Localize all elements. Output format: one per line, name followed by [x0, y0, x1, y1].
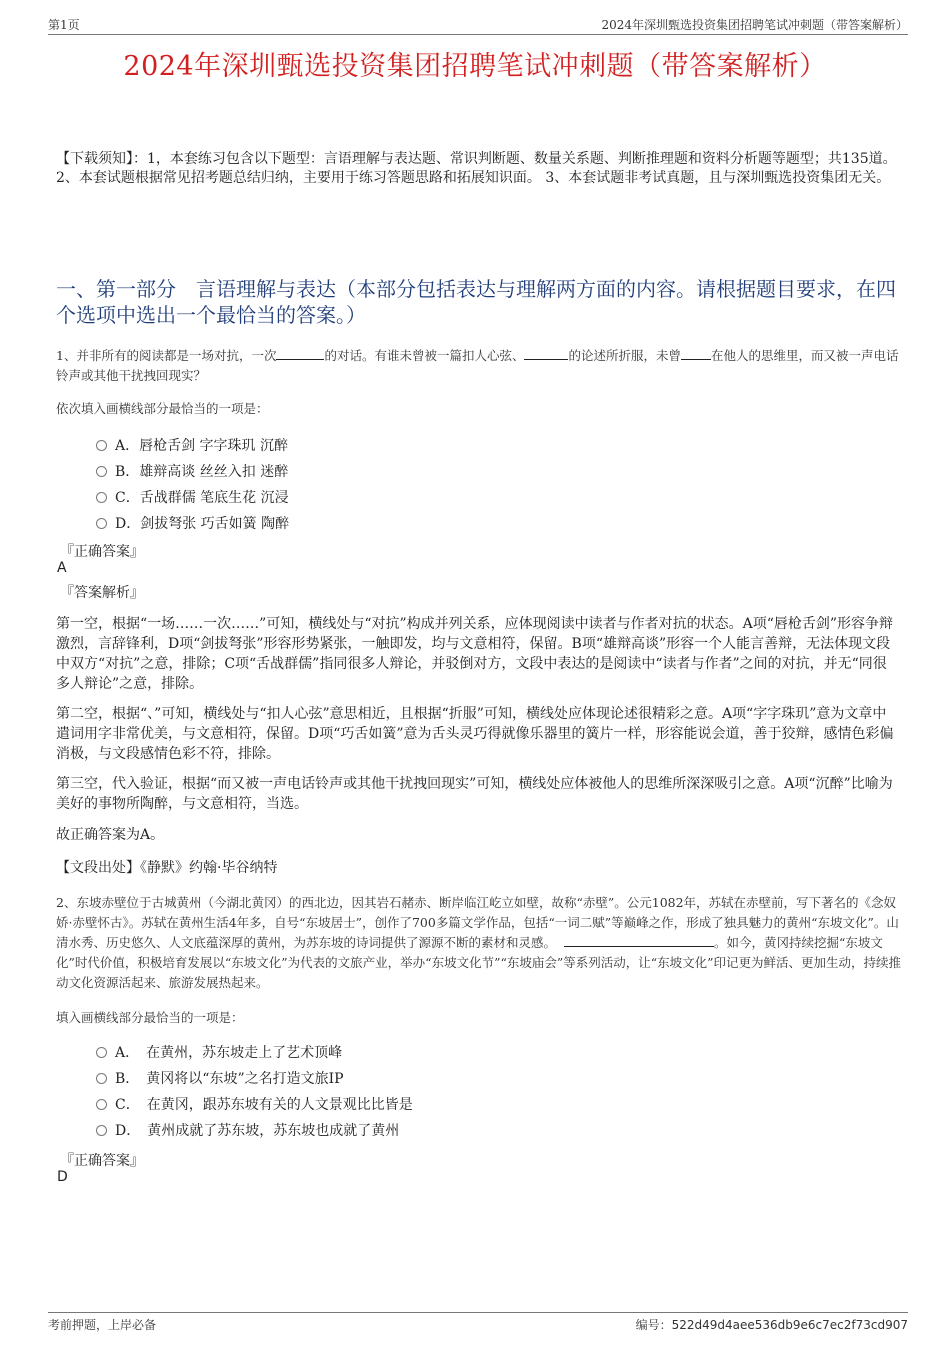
correct-answer: D [57, 1169, 68, 1185]
passage-source: 【文段出处】《静默》约翰·毕谷纳特 [56, 860, 278, 876]
footer-slogan: 考前押题，上岸必备 [48, 1318, 157, 1332]
option-c[interactable]: C． 在黄冈，跟苏东坡有关的人文景观比比皆是 [96, 1092, 413, 1118]
radio-icon[interactable] [96, 518, 107, 529]
section-heading: 一、第一部分 言语理解与表达（本部分包括表达与理解两方面的内容。请根据题目要求，在四个选项中选出一个最恰当的答案。） [56, 277, 896, 327]
download-notice: 【下载须知】：1，本套练习包含以下题型：言语理解与表达题、常识判断题、数量关系题、判断推理题和资料分析题等题型；共135道。 2、本套试题根据常见招考题总结归纳，主要用于练习答题思路和拓展知识面。 3、本套试题非考试真题，且与深圳甄选投资集团无关。 [56, 151, 897, 186]
analysis-paragraph: 第三空，代入验证，根据“而又被一声电话铃声或其他干扰拽回现实”可知，横线处应体被他人的思维所深深吸引之意。A项“沉醉”比喻为美好的事物所陶醉，与文意相符，当选。 [56, 776, 893, 812]
page-title: 2024年深圳甄选投资集团招聘笔试冲刺题（带答案解析） [123, 51, 827, 82]
radio-icon[interactable] [96, 440, 107, 451]
option-b[interactable]: B． 黄冈将以“东坡”之名打造文旅IP [96, 1066, 413, 1092]
page-header [48, 14, 908, 35]
radio-icon[interactable] [96, 1099, 107, 1110]
radio-icon[interactable] [96, 1073, 107, 1084]
question-1-prompt: 依次填入画横线部分最恰当的一项是： [56, 401, 269, 416]
page-number: 第1页 [48, 18, 80, 32]
question-2-options [96, 1040, 413, 1144]
option-d[interactable]: D．剑拔弩张 巧舌如簧 陶醉 [96, 511, 289, 537]
document-code: 编号：522d49d4aee536db9e6c7ec2f73cd907 [635, 1318, 908, 1332]
radio-icon[interactable] [96, 466, 107, 477]
fill-blank [276, 346, 324, 360]
option-c[interactable]: C．舌战群儒 笔底生花 沉浸 [96, 485, 289, 511]
analysis-paragraph: 第二空，根据“、”可知，横线处与“扣人心弦”意思相近，且根据“折服”可知，横线处应体现论述很精彩之意。A项“字字珠玑”意为文章中遣词用字非常优美，与文意相符，保留。D项“巧舌如簧”意为舌头灵巧得就像乐器里的簧片一样，形容能说会道，善于狡辩，感情色彩偏消极，与文段感情色彩不符，排除。 [56, 706, 894, 762]
correct-answer: A [57, 560, 67, 576]
radio-icon[interactable] [96, 1047, 107, 1058]
question-2-text: 2、东坡赤壁位于古城黄州（今湖北黄冈）的西北边，因其岩石赭赤、断岸临江屹立如壁，故称“赤壁”。公元1082年，苏轼在赤壁前，写下著名的《念奴娇·赤壁怀古》。苏轼在黄州生活4年多，自号“东坡居士”，创作了700多篇文学作品，包括“一词二赋”等巅峰之作，形成了独具魅力的黄州“东坡文化”。山清水秀、历史悠久、人文底蕴深厚的黄州，为苏东坡的诗词提供了源源不断的素材和灵感。 。如今，黄冈持续挖掘“东坡文化”时代价值，积极培育发展以“东坡文化”为代表的文旅产业，举办“东坡文化节”“东坡庙会”等系列活动，让“东坡文化”印记更为鲜活、更加生动，持续推动文化资源活起来、旅游发展热起来。 [56, 895, 902, 990]
analysis-paragraph: 第一空，根据“一场……一次……”可知，横线处与“对抗”构成并列关系，应体现阅读中读者与作者对抗的状态。A项“唇枪舌剑”形容争辩激烈，言辞锋利，D项“剑拔弩张”形容形势紧张，一触即发，均与文意相符，保留。B项“雄辩高谈”形容一个人能言善辩，无法体现文段中双方“对抗”之意，排除；C项“舌战群儒”指同很多人辩论，并驳倒对方，文段中表达的是阅读中“读者与作者”之间的对抗，并无“同很多人辩论”之意，排除。 [56, 616, 894, 692]
question-1-text: 1、并非所有的阅读都是一场对抗，一次 的对话。有谁未曾被一篇扣人心弦、 的论述所折服，未曾 在他人的思维里，而又被一声电话铃声或其他干扰拽回现实？ [56, 348, 899, 383]
correct-answer-label: 『正确答案』 [60, 544, 144, 560]
fill-blank [524, 346, 568, 360]
correct-answer-label: 『正确答案』 [60, 1153, 144, 1169]
analysis-label: 『答案解析』 [60, 585, 144, 601]
fill-blank [681, 346, 711, 360]
option-b[interactable]: B．雄辩高谈 丝丝入扣 迷醉 [96, 459, 289, 485]
radio-icon[interactable] [96, 492, 107, 503]
page-footer [48, 1312, 908, 1333]
question-1-options [96, 433, 289, 537]
question-2-prompt: 填入画横线部分最恰当的一项是： [56, 1010, 244, 1025]
analysis-conclusion: 故正确答案为A。 [56, 827, 165, 843]
radio-icon[interactable] [96, 1125, 107, 1136]
option-d[interactable]: D． 黄州成就了苏东坡，苏东坡也成就了黄州 [96, 1118, 413, 1144]
fill-blank [564, 933, 714, 947]
option-a[interactable]: A．唇枪舌剑 字字珠玑 沉醉 [96, 433, 289, 459]
option-a[interactable]: A． 在黄州，苏东坡走上了艺术顶峰 [96, 1040, 413, 1066]
header-doc-title: 2024年深圳甄选投资集团招聘笔试冲刺题（带答案解析） [601, 18, 908, 32]
